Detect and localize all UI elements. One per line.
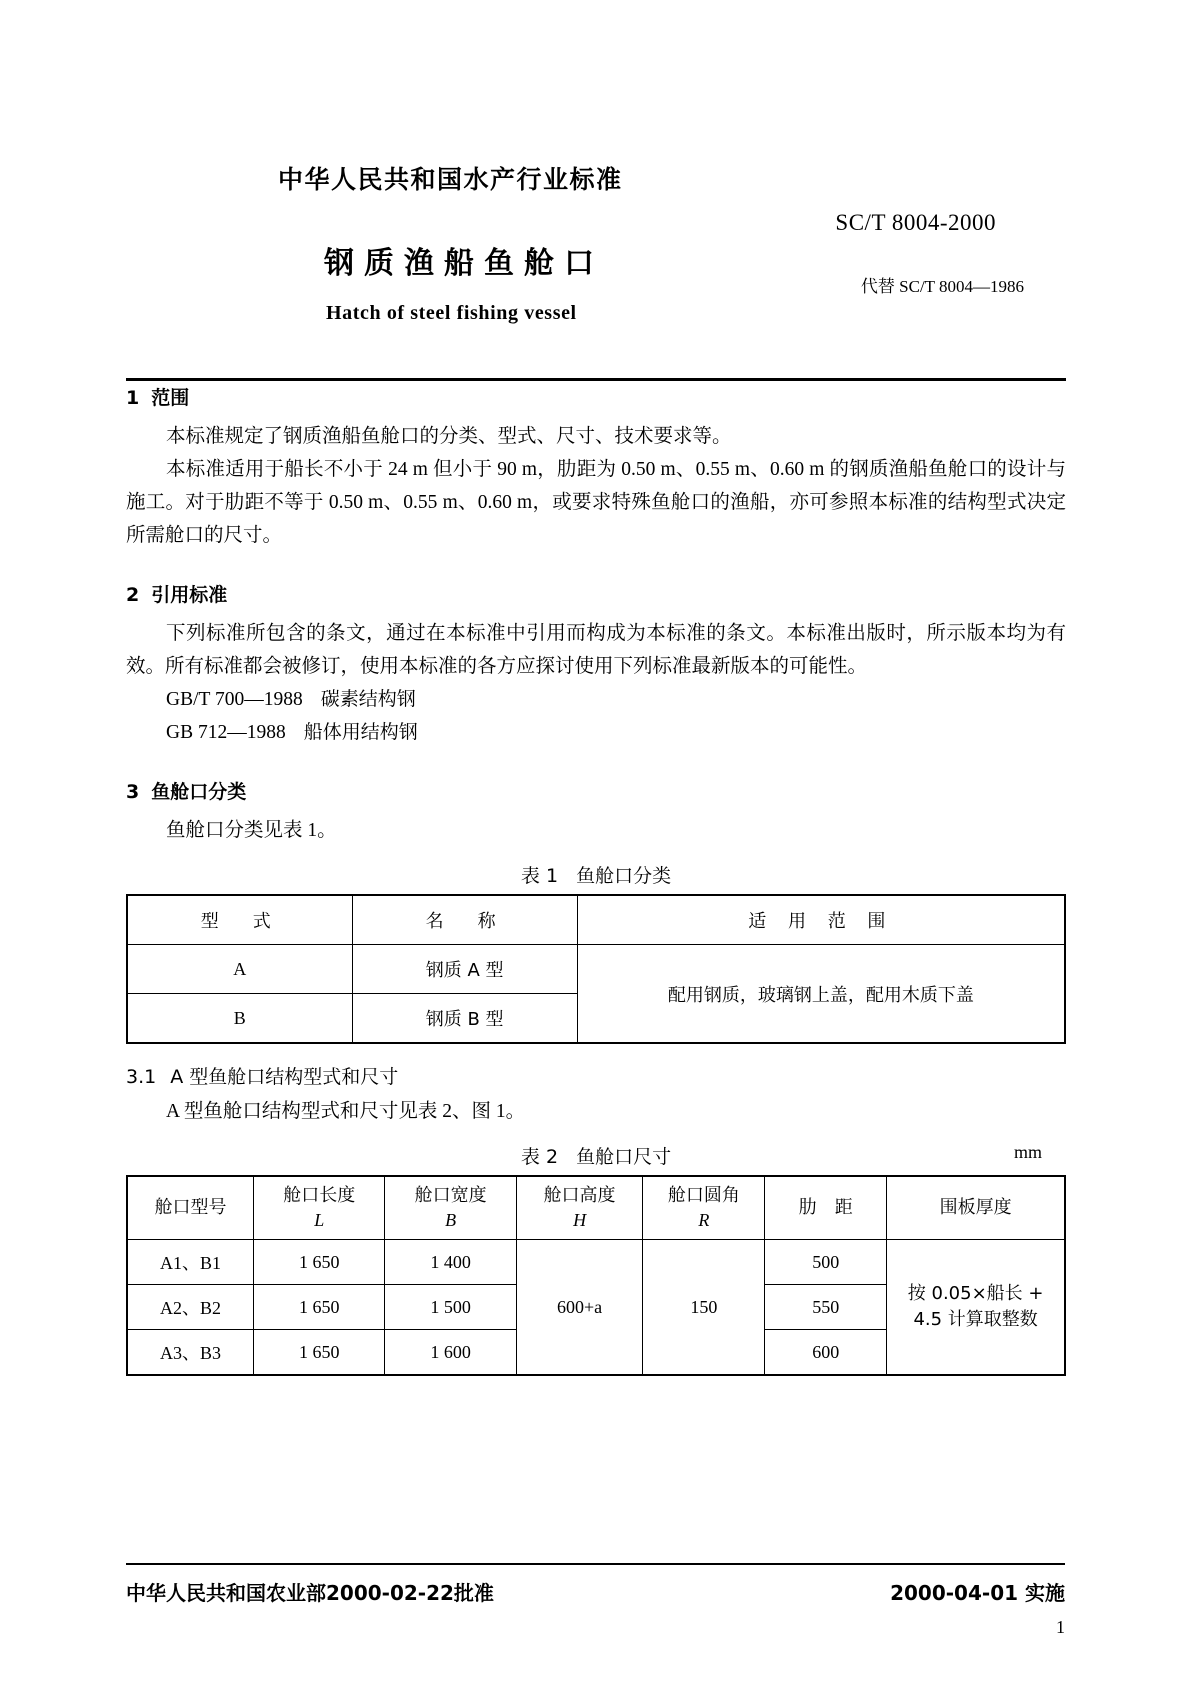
table-row	[127, 1240, 1065, 1285]
table-2-caption	[126, 1142, 1066, 1169]
table-2-header-model	[127, 1176, 254, 1240]
page-footer	[126, 1563, 1065, 1606]
table-2-header-height-line1: 舱口高度	[543, 1185, 616, 1206]
table-2-header-radius-line1: 舱口圆角	[667, 1185, 740, 1206]
table-2-row-3-width: 1 600	[385, 1330, 516, 1376]
table-2-header-plate-thickness	[887, 1176, 1065, 1240]
reference-2-name: 船体用结构钢	[303, 721, 418, 743]
page-number: 1	[1056, 1617, 1065, 1637]
table-2-plate-thickness-value: 按 0.05×船长 + 4.5 计算取整数	[887, 1240, 1065, 1376]
reference-item-1	[126, 683, 1066, 716]
footer-implementation: 2000-04-01 实施	[890, 1581, 1065, 1605]
table-1-header-name: 名 称	[352, 895, 577, 945]
table-2-header-radius-symbol: R	[698, 1210, 710, 1230]
table-2-row-3-frame-spacing: 600	[765, 1330, 887, 1376]
table-row	[127, 945, 1065, 994]
section-1-heading	[126, 383, 1066, 410]
footer-row	[126, 1577, 1065, 1606]
table-1	[126, 894, 1066, 1044]
table-2-header-length-symbol: L	[314, 1210, 325, 1230]
standard-number: SC/T 8004-2000	[835, 210, 996, 235]
table-2-row-2-length: 1 650	[254, 1285, 385, 1330]
page-content	[126, 0, 1066, 1376]
table-1-header-scope: 适 用 范 围	[577, 895, 1065, 945]
standard-header	[126, 150, 1066, 355]
header-divider	[126, 378, 1066, 381]
table-1-header-type: 型 式	[127, 895, 352, 945]
table-2-row-1-model: A1、B1	[127, 1240, 254, 1285]
standard-title-en: Hatch of steel fishing vessel	[326, 302, 577, 324]
standard-replaces: 代替 SC/T 8004—1986	[860, 277, 1024, 296]
table-1-row-2-type: B	[127, 994, 352, 1044]
table-2-header-length-line1: 舱口长度	[283, 1185, 356, 1206]
table-2-radius-value: 150	[643, 1240, 765, 1376]
section-3-title: 鱼舱口分类	[151, 781, 247, 803]
footer-approval: 中华人民共和国农业部2000-02-22批准	[126, 1581, 494, 1605]
standard-title-cn: 钢质渔船鱼舱口	[324, 246, 604, 281]
table-2-row-1-length: 1 650	[254, 1240, 385, 1285]
table-1-label: 表 1	[520, 865, 559, 887]
section-1-title: 范围	[151, 387, 190, 409]
section-3-1-title: A 型鱼舱口结构型式和尺寸	[170, 1066, 399, 1088]
table-2-row-3-model: A3、B3	[127, 1330, 254, 1376]
reference-2-code: GB 712—1988	[166, 722, 286, 743]
table-2-row-2-frame-spacing: 550	[765, 1285, 887, 1330]
table-2-header-width-symbol: B	[445, 1210, 457, 1230]
table-2-header-width-line1: 舱口宽度	[414, 1185, 487, 1206]
table-2-row-3-length: 1 650	[254, 1330, 385, 1376]
table-2-header-radius	[643, 1176, 765, 1240]
table-2-header-width	[385, 1176, 516, 1240]
table-2-header-height	[516, 1176, 643, 1240]
section-3-paragraph-1: 鱼舱口分类见表 1。	[166, 820, 337, 841]
table-1-row-1-type: A	[127, 945, 352, 994]
section-1-number: 1	[126, 387, 140, 409]
reference-1-name: 碳素结构钢	[320, 688, 416, 710]
table-1-title: 鱼舱口分类	[576, 865, 672, 887]
table-2-title: 鱼舱口尺寸	[576, 1146, 672, 1168]
table-2-header-plate-thickness-line1: 围板厚度	[939, 1197, 1012, 1218]
table-2-label: 表 2	[520, 1146, 559, 1168]
section-2-title: 引用标准	[151, 584, 228, 606]
section-3-number: 3	[126, 781, 140, 803]
section-1-paragraph-2: 本标准适用于船长不小于 24 m 但小于 90 m，肋距为 0.50 m、0.55 m、0.60 m 的钢质渔船鱼舱口的设计与施工。对于肋距不等于 0.50 m、0.55 m、0.60 m，或要求特殊鱼舱口的渔船，亦可参照本标准的结构型式决定所需舱口的尺寸。	[126, 459, 1066, 546]
footer-divider	[126, 1563, 1065, 1565]
section-3-1-heading	[126, 1062, 1066, 1089]
table-2-header-model-line1: 舱口型号	[154, 1197, 227, 1218]
table-2-unit: mm	[1013, 1142, 1042, 1162]
table-2-header-row	[127, 1176, 1065, 1240]
table-1-header-row	[127, 895, 1065, 945]
table-1-row-2-name: 钢质 B 型	[352, 994, 577, 1044]
table-2	[126, 1175, 1066, 1376]
table-2-header-frame-spacing-line1: 肋 距	[798, 1197, 853, 1218]
table-2-header-length	[254, 1176, 385, 1240]
table-1-caption	[126, 861, 1066, 888]
reference-item-2	[126, 716, 1066, 749]
table-2-header-frame-spacing	[765, 1176, 887, 1240]
table-2-row-1-width: 1 400	[385, 1240, 516, 1285]
reference-1-code: GB/T 700—1988	[166, 689, 303, 710]
section-3-1-paragraph-1: A 型鱼舱口结构型式和尺寸见表 2、图 1。	[166, 1101, 526, 1122]
national-standard-line: 中华人民共和国水产行业标准	[278, 165, 623, 194]
section-1-paragraph-1: 本标准规定了钢质渔船鱼舱口的分类、型式、尺寸、技术要求等。	[166, 426, 732, 447]
section-2-heading	[126, 580, 1066, 607]
table-2-row-1-frame-spacing: 500	[765, 1240, 887, 1285]
table-2-header-height-symbol: H	[573, 1210, 587, 1230]
section-3-heading	[126, 777, 1066, 804]
section-2-number: 2	[126, 584, 140, 606]
table-1-scope-value: 配用钢质，玻璃钢上盖，配用木质下盖	[577, 945, 1065, 1044]
table-1-row-1-name: 钢质 A 型	[352, 945, 577, 994]
table-2-row-2-width: 1 500	[385, 1285, 516, 1330]
section-2-paragraph-1: 下列标准所包含的条文，通过在本标准中引用而构成为本标准的条文。本标准出版时，所示版本均为有效。所有标准都会被修订，使用本标准的各方应探讨使用下列标准最新版本的可能性。	[126, 623, 1066, 677]
section-3-1-number: 3.1	[126, 1066, 157, 1088]
table-2-height-value: 600+a	[516, 1240, 643, 1376]
table-2-row-2-model: A2、B2	[127, 1285, 254, 1330]
